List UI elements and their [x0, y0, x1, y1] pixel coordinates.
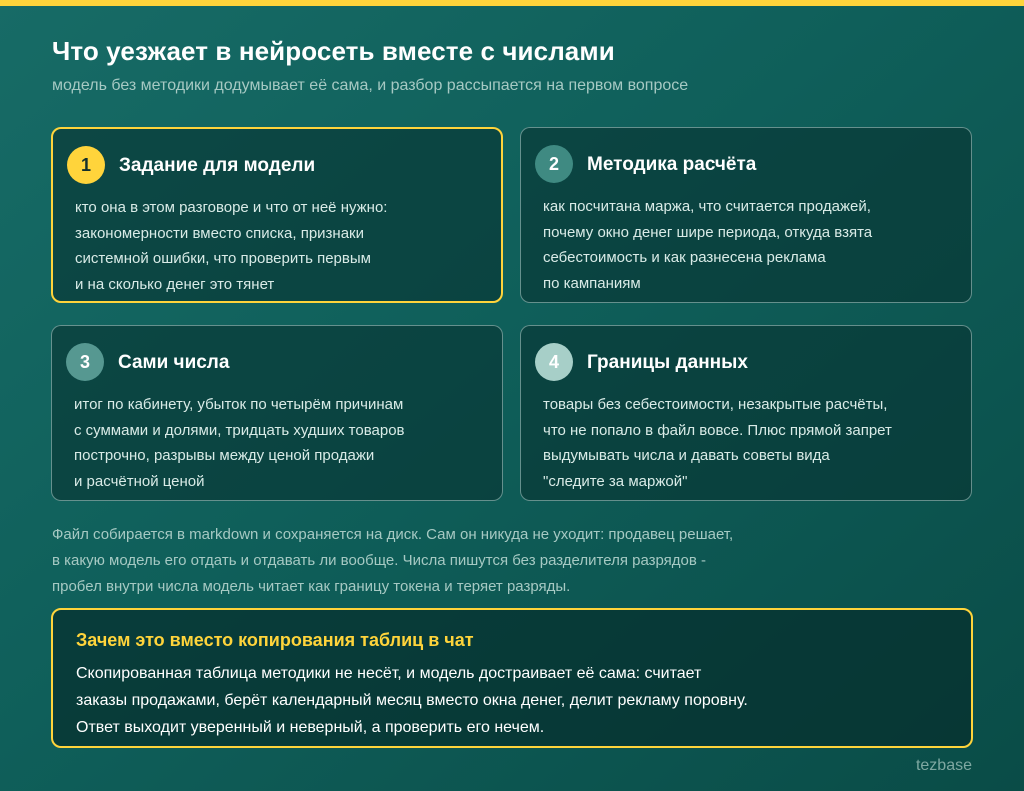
- card-body-line: по кампаниям: [543, 274, 641, 292]
- card-body-line: почему окно денег шире периода, откуда взята: [543, 223, 873, 241]
- card-body-line: себестоимость и как разнесена реклама: [543, 249, 826, 266]
- card-body-line: итог по кабинету, убыток по четырём причинам: [74, 396, 404, 413]
- step-number-badge: 1: [67, 146, 105, 184]
- card-body-line: кто она в этом разговоре и что от неё нужно:: [75, 199, 388, 216]
- page-subtitle: модель без методики додумывает её сама, и разбор рассыпается на первом вопросе: [52, 77, 689, 94]
- card-title: Сами числа: [118, 352, 230, 373]
- card-body: [543, 194, 872, 296]
- card-body-line: и расчётной ценой: [74, 472, 205, 490]
- card-body-line: построчно, разрывы между ценой продажи: [74, 447, 375, 464]
- card-body-line: с суммами и долями, тридцать худших товаров: [74, 421, 405, 439]
- card-calculation-method: [520, 127, 972, 303]
- card-body-line: выдумывать числа и давать советы вида: [543, 447, 830, 464]
- card-body-line: и на сколько денег это тянет: [75, 275, 275, 293]
- card-body-line: системной ошибки, что проверить первым: [75, 250, 371, 267]
- footnote-line: Файл собирается в markdown и сохраняется на диск. Сам он никуда не уходит: продавец решает,: [52, 526, 734, 543]
- top-accent-stripe: [0, 0, 1024, 6]
- card-body: [543, 392, 892, 494]
- card-body-line: "следите за маржой": [543, 472, 688, 490]
- footnote-line: пробел внутри числа модель читает как границу токена и теряет разряды.: [52, 578, 571, 595]
- card-the-numbers: [51, 325, 503, 501]
- card-task-for-model: [51, 127, 503, 303]
- card-body: [74, 392, 405, 494]
- callout-line: заказы продажами, берёт календарный месяц вместо окна денег, делит рекламу поровну.: [76, 692, 748, 709]
- why-callout-box: [51, 608, 973, 748]
- card-title: Задание для модели: [119, 155, 316, 176]
- callout-line: Скопированная таблица методики не несёт, и модель достраивает её сама: считает: [76, 665, 702, 682]
- footnote-text: [52, 522, 733, 600]
- callout-title: Зачем это вместо копирования таблиц в чат: [76, 630, 474, 650]
- card-body-line: как посчитана маржа, что считается продажей,: [543, 198, 871, 215]
- step-number-badge: 4: [535, 343, 573, 381]
- step-number-badge: 2: [535, 145, 573, 183]
- card-body-line: что не попало в файл вовсе. Плюс прямой запрет: [543, 421, 892, 439]
- card-body-line: товары без себестоимости, незакрытые расчёты,: [543, 396, 888, 413]
- card-body-line: закономерности вместо списка, признаки: [75, 224, 364, 242]
- page-title: Что уезжает в нейросеть вместе с числами: [52, 36, 615, 66]
- brand-logo-text: tezbase: [915, 757, 972, 774]
- card-body: [75, 195, 387, 297]
- callout-line: Ответ выходит уверенный и неверный, а проверить его нечем.: [76, 719, 545, 736]
- card-title: Методика расчёта: [587, 154, 757, 175]
- card-title: Границы данных: [587, 352, 748, 373]
- callout-body: [76, 660, 748, 741]
- card-data-boundaries: [520, 325, 972, 501]
- footnote-line: в какую модель его отдать и отдавать ли вообще. Числа пишутся без разделителя разрядов -: [52, 552, 707, 569]
- step-number-badge: 3: [66, 343, 104, 381]
